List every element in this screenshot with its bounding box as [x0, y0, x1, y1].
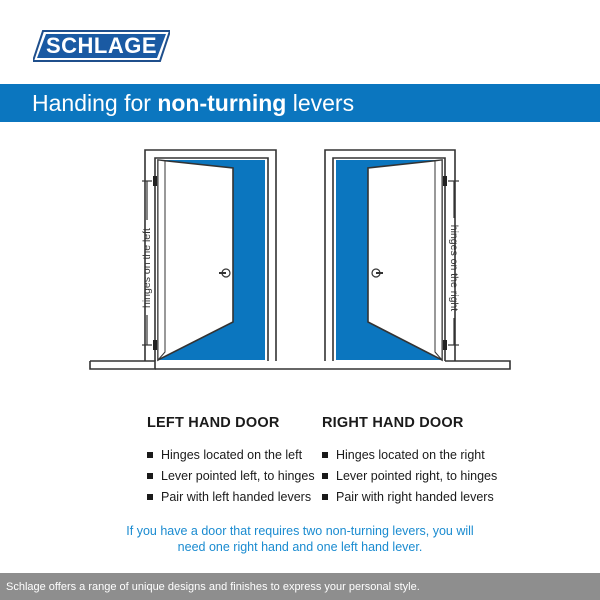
logo-text: SCHLAGE: [45, 33, 158, 58]
list-item: [322, 466, 497, 487]
right-hinge-label: hinges on the right: [448, 224, 460, 312]
list-item: [147, 445, 315, 466]
left-hinge-label: hinges on the left: [141, 228, 153, 308]
bullet-icon: [147, 494, 153, 500]
list-item-text: Hinges located on the left: [161, 448, 303, 462]
bullet-icon: [322, 494, 328, 500]
list-item: [147, 487, 315, 508]
note-line-1: If you have a door that requires two non-turning levers, you will: [126, 524, 474, 538]
list-item-text: Hinges located on the right: [336, 448, 485, 462]
note-line-2: need one right hand and one left hand lever.: [177, 540, 423, 554]
list-item-text: Pair with left handed levers: [161, 490, 312, 504]
list-item: [322, 445, 497, 466]
floor-line: [90, 361, 510, 369]
banner-prefix: Handing for: [32, 89, 158, 116]
right-hand-door-section: [322, 415, 497, 508]
title-banner: [0, 84, 600, 122]
banner-title: [32, 90, 354, 117]
two-levers-note: [0, 523, 600, 555]
footer-text: Schlage offers a range of unique designs and finishes to express your personal style.: [6, 580, 420, 593]
left-hand-door-list: [147, 445, 315, 508]
list-item-text: Lever pointed right, to hinges: [336, 469, 498, 483]
banner-suffix: levers: [286, 89, 355, 116]
list-item-text: Lever pointed left, to hinges: [161, 469, 315, 483]
right-door: [325, 150, 459, 361]
right-hand-door-list: [322, 445, 497, 508]
bullet-icon: [322, 473, 328, 479]
banner-bold: non-turning: [157, 89, 287, 116]
list-item-text: Pair with right handed levers: [336, 490, 494, 504]
left-hinge-top: [153, 176, 157, 186]
right-hand-door-title: RIGHT HAND DOOR: [322, 415, 464, 431]
left-door: [142, 150, 276, 361]
door-diagram: [0, 130, 600, 390]
left-hand-door-title: LEFT HAND DOOR: [147, 415, 280, 431]
footer-bar: [0, 573, 600, 600]
list-item: [147, 466, 315, 487]
left-hand-door-section: [147, 415, 315, 508]
bullet-icon: [147, 473, 153, 479]
left-hinge-bottom: [153, 340, 157, 350]
schlage-logo: [33, 29, 170, 63]
list-item: [322, 487, 497, 508]
bullet-icon: [322, 452, 328, 458]
right-hinge-bottom: [443, 340, 447, 350]
right-hinge-top: [443, 176, 447, 186]
bullet-icon: [147, 452, 153, 458]
